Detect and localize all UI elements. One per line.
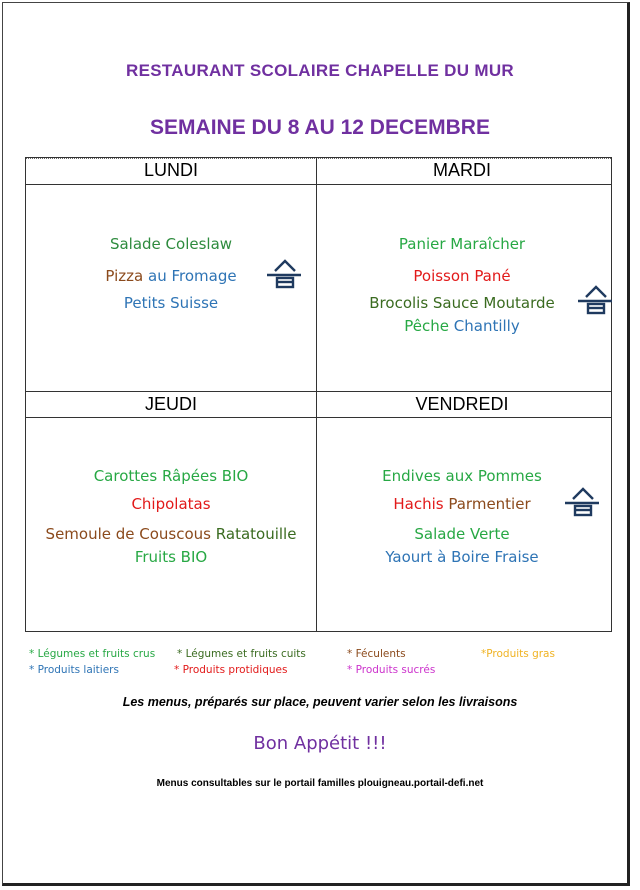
divider <box>26 184 611 185</box>
menu-item: Chipolatas <box>131 495 211 513</box>
legend-dairy: * Produits laitiers <box>29 664 119 676</box>
legend-starch: * Féculents <box>347 648 406 660</box>
grid-top-border <box>26 158 611 159</box>
day-header-lundi: LUNDI <box>143 160 198 180</box>
menu-item: Semoule de Couscous Ratatouille <box>45 525 297 543</box>
house-icon <box>563 486 601 518</box>
day-header-vendredi: VENDREDI <box>415 394 509 414</box>
menu-item: Panier Maraîcher <box>398 235 526 253</box>
day-header-jeudi: JEUDI <box>144 394 197 414</box>
menu-item: Fruits BIO <box>134 548 208 566</box>
menu-item: Yaourt à Boire Fraise <box>385 548 539 566</box>
menu-item: Hachis Parmentier <box>393 495 531 513</box>
week-title: SEMAINE DU 8 AU 12 DECEMBRE <box>150 116 490 139</box>
legend-sugar: * Produits sucrés <box>347 664 436 676</box>
restaurant-title: RESTAURANT SCOLAIRE CHAPELLE DU MUR <box>126 61 514 80</box>
menu-item: Salade Coleslaw <box>109 235 233 253</box>
menu-item: Pizza au Fromage <box>105 267 237 285</box>
menu-item: Carottes Râpées BIO <box>93 467 249 485</box>
greeting: Bon Appétit !!! <box>253 733 387 754</box>
house-icon <box>265 258 303 290</box>
legend-cooked-veg: * Légumes et fruits cuits <box>177 648 306 660</box>
menu-item: Poisson Pané <box>413 267 511 285</box>
legend-raw-veg: * Légumes et fruits crus <box>29 648 156 660</box>
menu-grid <box>25 157 612 632</box>
menu-item: Endives aux Pommes <box>382 467 542 485</box>
house-icon <box>576 284 614 316</box>
menu-item: Salade Verte <box>414 525 510 543</box>
divider <box>26 391 611 392</box>
menu-item: Petits Suisse <box>123 294 219 312</box>
day-header-mardi: MARDI <box>433 160 491 180</box>
footer-note: Menus consultables sur le portail familles plouigneau.portail-defi.net <box>156 778 484 789</box>
divider <box>26 417 611 418</box>
legend-protein: * Produits protidiques <box>174 664 288 676</box>
menu-item: Pêche Chantilly <box>404 317 520 335</box>
menu-item: Brocolis Sauce Moutarde <box>369 294 555 312</box>
legend-fat: *Produits gras <box>481 648 555 660</box>
menu-note: Les menus, préparés sur place, peuvent varier selon les livraisons <box>122 695 518 709</box>
